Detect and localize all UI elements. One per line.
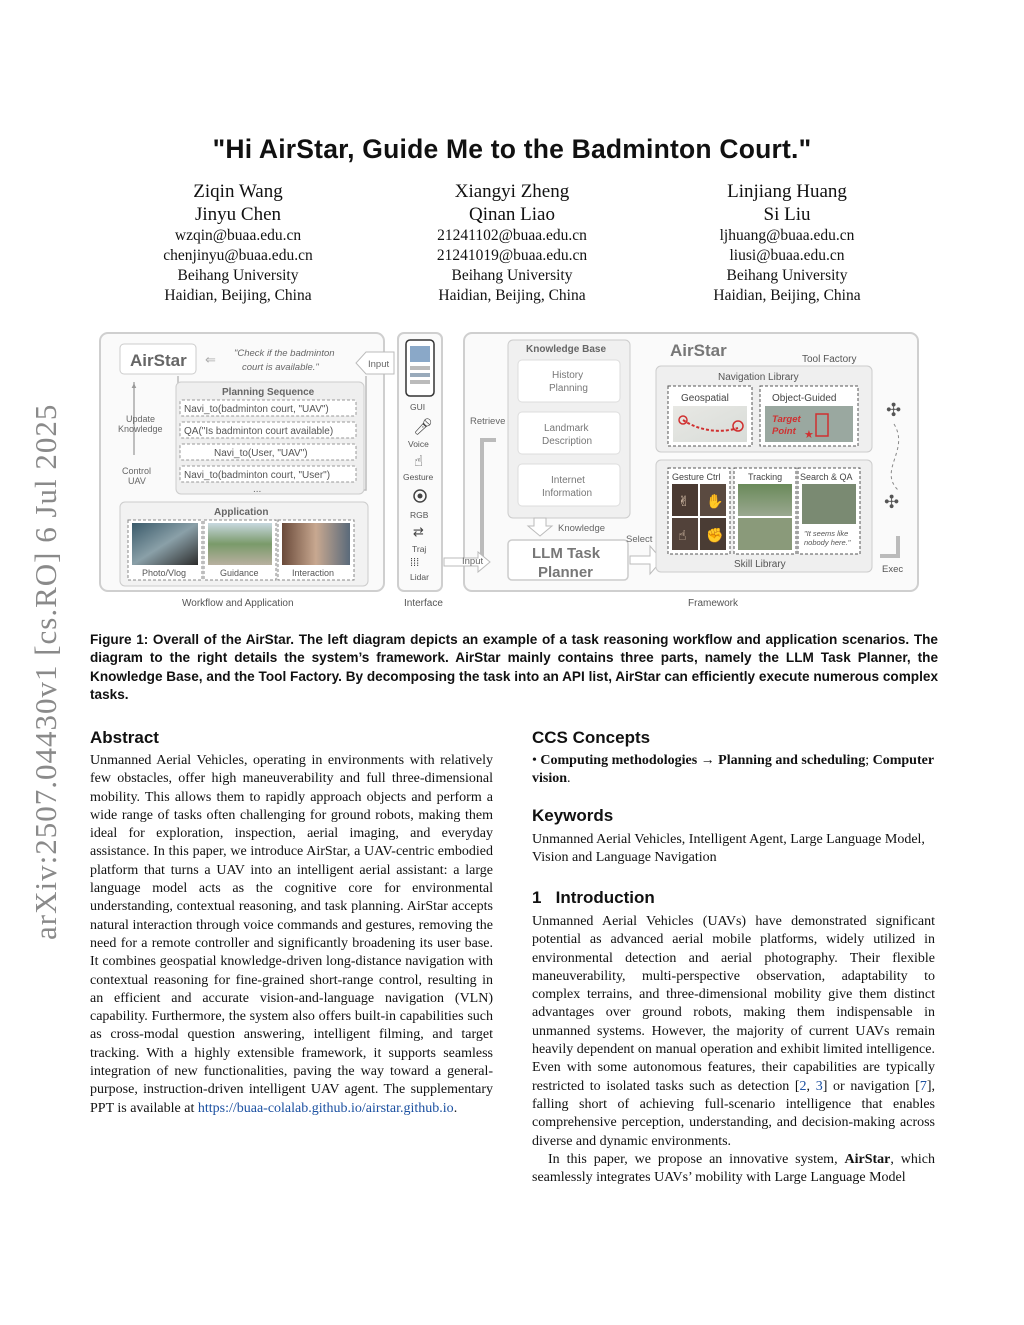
author-email: ljhuang@buaa.edu.cn <box>719 227 855 244</box>
introduction-heading <box>532 888 655 908</box>
kb-item: Landmark <box>544 423 589 434</box>
interface-item: RGB <box>410 510 429 520</box>
workflow-label: Workflow and Application <box>182 598 294 609</box>
figure-1 <box>98 330 922 610</box>
retrieve-label: Retrieve <box>470 416 506 427</box>
gesture-ctrl-label: Gesture Ctrl <box>672 472 721 482</box>
navigation-library-title: Navigation Library <box>718 372 799 383</box>
update-knowledge-label-2: Knowledge <box>118 424 163 434</box>
arxiv-stamp <box>22 390 66 940</box>
ccs-item: Planning and scheduling <box>718 753 866 768</box>
photo-vlog-image <box>132 523 198 565</box>
target-point-label-2: Point <box>772 426 796 437</box>
author-name: Ziqin Wang <box>193 181 283 202</box>
author-email: 21241102@buaa.edu.cn <box>437 227 587 244</box>
intro-text: In this paper, we propose an innovative system, <box>548 1152 845 1167</box>
citation-link[interactable]: 3 <box>815 1078 823 1094</box>
interaction-image <box>282 523 350 565</box>
input-label-2: Input <box>462 556 484 567</box>
interface-label: Interface <box>404 598 443 609</box>
ccs-arrow: → <box>700 753 715 768</box>
introduction-p1 <box>532 913 935 1151</box>
author-block-1 <box>88 180 388 306</box>
interface-item: Gesture <box>403 472 434 482</box>
keywords-heading: Keywords <box>532 806 614 825</box>
author-name: Qinan Liao <box>468 204 555 225</box>
workflow-panel <box>100 333 394 609</box>
app-label: Photo/Vlog <box>142 568 187 578</box>
tracking-label: Tracking <box>748 472 783 482</box>
return-arrow-icon: ⇐ <box>205 352 216 367</box>
interface-item: Voice <box>408 439 429 449</box>
trajectory-icon: ⇄ <box>413 524 424 539</box>
supplementary-link[interactable]: https://buaa-colalab.github.io/airstar.github.io <box>197 1100 454 1116</box>
plan-step: Navi_to(badminton court, "UAV") <box>184 404 329 415</box>
app-label: Interaction <box>292 568 335 578</box>
author-name: Si Liu <box>763 204 811 225</box>
figure-caption: Figure 1: Overall of the AirStar. The left diagram depicts an example of a task reasoning workflow and application scenarios. The diagram to the right details the system’s framework. AirStar mainly contains three parts, namely the LLM Task Planner, the Knowledge Base, and the Tool Factory. By decomposing the task into an API list, AirStar can efficiently execute numerous complex tasks. <box>90 632 938 703</box>
control-uav-label-2: UAV <box>128 476 146 486</box>
framework-panel <box>444 333 918 609</box>
author-name: Xiangyi Zheng <box>454 181 570 202</box>
kb-item: Description <box>542 436 593 447</box>
author-affiliation: Beihang University <box>177 267 299 284</box>
abstract-end: . <box>453 1100 458 1116</box>
intro-text: ] or navigation [ <box>822 1078 920 1094</box>
knowledge-label: Knowledge <box>558 523 606 534</box>
svg-text:☝: ☝ <box>678 527 687 543</box>
author-location: Haidian, Beijing, China <box>164 287 312 304</box>
interface-item: Traj <box>412 544 427 554</box>
guidance-image <box>208 523 272 565</box>
author-affiliation: Beihang University <box>726 267 848 284</box>
kb-item: History <box>552 370 584 381</box>
search-qa-label: Search & QA <box>800 472 853 482</box>
plan-step: Navi_to(User, "UAV") <box>214 448 308 459</box>
intro-text: ], falling short of achieving full-scenario intelligence that enables comprehensive perception, understanding, and decision-making across diverse and dynamic environments. <box>532 1078 935 1149</box>
check-quote: "Check if the badminton <box>234 348 335 359</box>
geospatial-label: Geospatial <box>681 393 729 404</box>
svg-text:✋: ✋ <box>706 493 724 509</box>
exec-label: Exec <box>882 564 904 575</box>
ccs-bullet: • <box>532 753 537 768</box>
interface-item: Lidar <box>410 572 429 582</box>
qa-bubble-2: nobody here." <box>804 538 851 547</box>
ccs-body <box>532 752 938 789</box>
author-email: wzqin@buaa.edu.cn <box>174 227 302 244</box>
author-location: Haidian, Beijing, China <box>438 287 586 304</box>
ccs-sep: ; <box>865 753 870 768</box>
airstar-logo-left: AirStar <box>130 351 187 370</box>
author-name: Jinyu Chen <box>194 204 282 225</box>
star-marker-icon: ★ <box>804 429 814 441</box>
author-location: Haidian, Beijing, China <box>713 287 861 304</box>
ccs-item: Computer vision <box>532 753 934 787</box>
kb-item: Information <box>542 488 593 499</box>
qa-bubble: "It seems like <box>804 529 849 538</box>
control-uav-label: Control <box>122 466 152 476</box>
abstract-heading: Abstract <box>90 728 159 747</box>
hand-gesture-icon: ☝ <box>414 453 424 470</box>
app-label: Guidance <box>220 568 259 578</box>
ccs-item: Computing methodologies <box>540 753 698 768</box>
author-email: 21241019@buaa.edu.cn <box>436 247 588 264</box>
section-title: Introduction <box>555 888 655 907</box>
planning-sequence-title: Planning Sequence <box>222 387 315 398</box>
airstar-logo-right: AirStar <box>670 341 727 360</box>
llm-planner-title-2: Planner <box>538 564 594 581</box>
skill-library-label: Skill Library <box>734 559 786 570</box>
input-arrow-label: Input <box>368 359 390 370</box>
citation-link[interactable]: 2 <box>799 1078 807 1094</box>
interface-panel <box>398 333 443 609</box>
author-email: liusi@buaa.edu.cn <box>729 247 845 264</box>
author-email: chenjinyu@buaa.edu.cn <box>163 247 313 264</box>
update-knowledge-label: Update <box>126 414 156 424</box>
citation-sep: , <box>806 1078 816 1094</box>
kb-item: Planning <box>549 383 588 394</box>
drone-icon: ✣ <box>886 400 902 420</box>
author-name: Linjiang Huang <box>727 181 847 202</box>
interface-item: GUI <box>410 402 426 412</box>
system-name: AirStar <box>844 1152 891 1167</box>
application-title: Application <box>214 507 269 518</box>
abstract-body <box>90 752 493 1118</box>
author-affiliation: Beihang University <box>451 267 573 284</box>
introduction-p2 <box>532 1151 935 1188</box>
author-block-2 <box>362 180 662 306</box>
knowledge-base-title: Knowledge Base <box>526 344 607 355</box>
arxiv-id: arXiv:2507.04430v1 [cs.RO] 6 Jul 2025 <box>28 403 63 940</box>
lidar-icon: ⁞⁞⁞ <box>410 557 420 569</box>
object-guided-label: Object-Guided <box>772 393 837 404</box>
citation-link[interactable]: 7 <box>919 1078 927 1094</box>
intro-text: , which seamlessly integrates UAVs’ mobility with Large Language Model <box>532 1152 935 1186</box>
svg-text:✌: ✌ <box>678 493 690 509</box>
select-label: Select <box>626 534 653 545</box>
plan-step: Navi_to(badminton court, "User") <box>184 470 331 481</box>
intro-text: Unmanned Aerial Vehicles (UAVs) have demonstrated significant potential as advanced aerial mobile platforms, widely utilized in environmental detection and aerial photography. Their flexible maneuverability, multi-perspective observation, adaptability to complex terrains, and three-dimensional mobility give them distinct advantages over ground robots, making them indispensable in unmanned systems. However, the majority of current UAVs remain heavily dependent on manual operation and exhibit limited intelligence. Even with some autonomous features, their capabilities are typically restricted to isolated tasks such as detection [ <box>532 914 935 1094</box>
llm-planner-title: LLM Task <box>532 545 601 562</box>
plan-step: QA("Is badminton court available) <box>184 426 334 437</box>
keywords-body: Unmanned Aerial Vehicles, Intelligent Agent, Large Language Model, Vision and Language Navigation <box>532 832 925 866</box>
kb-item: Internet <box>551 475 585 486</box>
tool-factory-label: Tool Factory <box>802 354 857 365</box>
abstract-text: Unmanned Aerial Vehicles, operating in environments with relatively few obstacles, offer high maneuverability and full three-dimensional mobility. This allows them to rapidly approach objects and perform a wide range of tasks often challenging for ground robots, making them ideal for exploration, inspection, aerial imaging, and everyday assistance. In this paper, we introduce AirStar, a UAV-centric embodied platform that turns a UAV into an intelligent aerial assistant: a large language model acts as the cognitive core for environmental understanding, contextual reasoning, and task planning. AirStar accepts natural interaction through voice commands and gestures, removing the need for a remote controller and significantly broadening its user base. It combines geospatial knowledge-driven long-distance navigation with contextual reasoning for fine-grained short-range control, resulting in an efficient and accurate vision-and-language navigation (VLN) capability. Furthermore, the system also offers built-in capabilities such as cross-modal question answering, intelligent filming, and target tracking. With a highly extensible framework, it supports seamless integration of new functionalities, paving the way toward a general-purpose, instruction-driven intelligent UAV agent. The supplementary PPT is available at <box>90 753 493 1116</box>
section-number: 1 <box>532 888 542 907</box>
paper-title: "Hi AirStar, Guide Me to the Badminton Court." <box>212 134 812 164</box>
plan-ellipsis: ... <box>253 484 262 495</box>
framework-label: Framework <box>688 598 739 609</box>
microphone-icon: 🎤︎ <box>413 419 434 436</box>
target-point-label: Target <box>772 414 801 425</box>
up-arrow-icon: ▲ <box>130 381 138 390</box>
ccs-heading: CCS Concepts <box>532 728 651 747</box>
drone-icon: ✣ <box>884 492 900 512</box>
author-block-3 <box>637 180 937 306</box>
ccs-end: . <box>567 771 571 787</box>
svg-text:✊: ✊ <box>706 527 724 543</box>
check-quote-2: court is available." <box>242 362 319 373</box>
